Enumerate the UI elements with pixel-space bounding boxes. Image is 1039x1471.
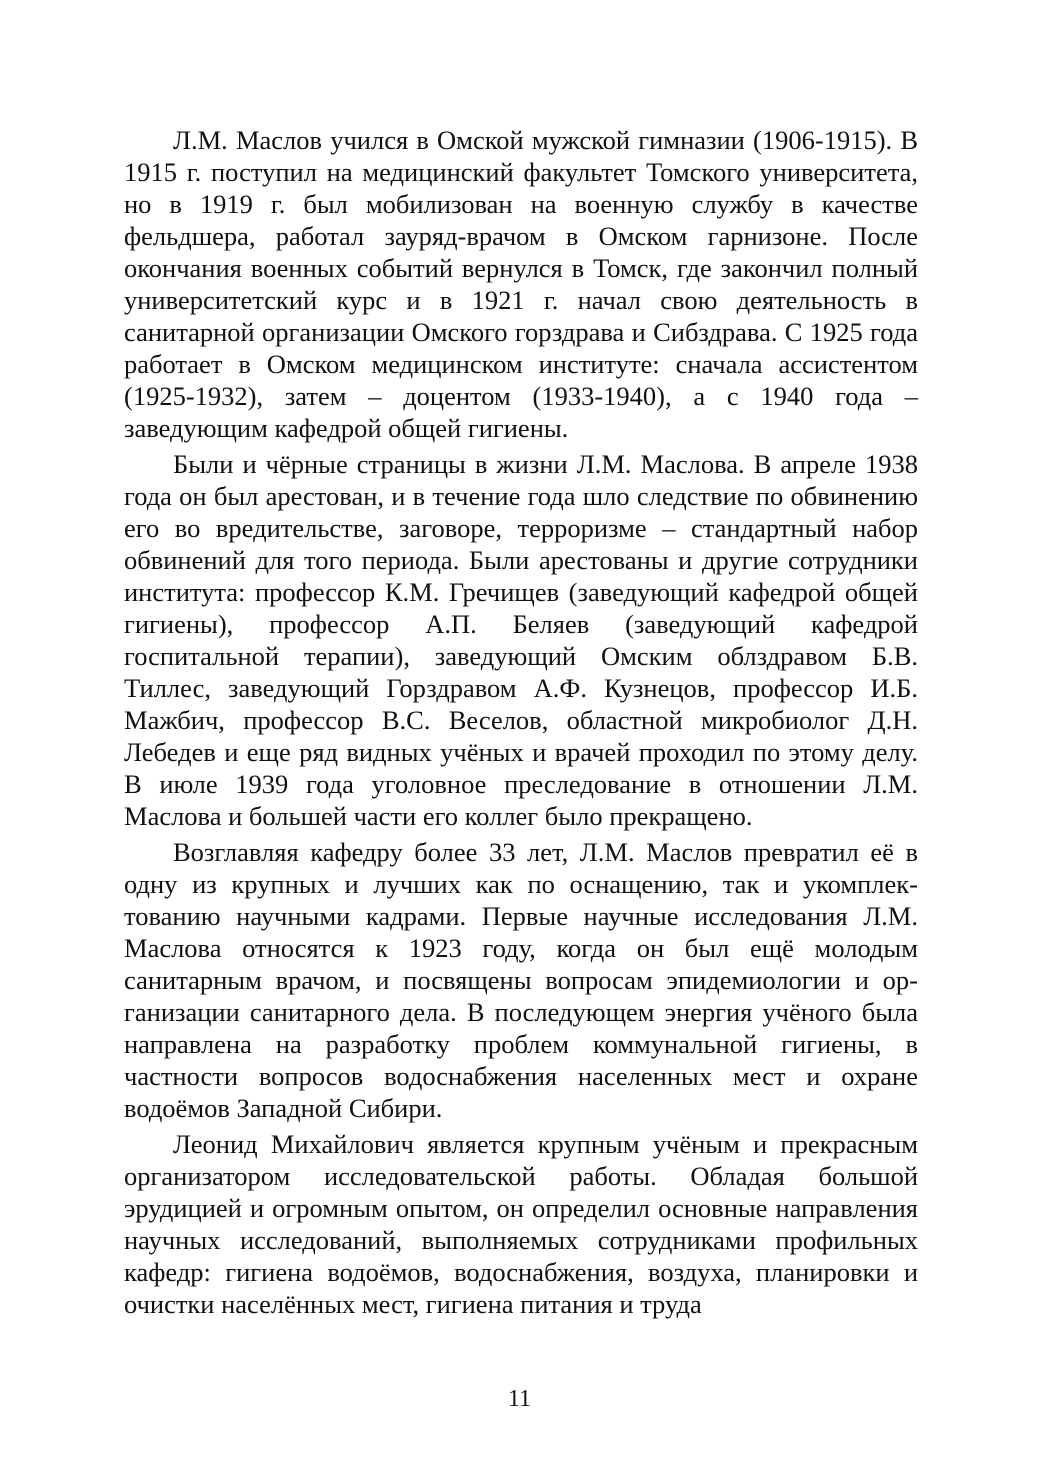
paragraph-4: Леонид Михайлович является крупным учёным и прекрасным организатором исследовательской работы. Обладая большой эрудицией и огромным опытом, он определил основные направления научных исследований, выполняемых сотрудниками профильных кафедр: гигиена водоёмов, водоснабжения, воздуха, планировки и очистки населённых мест, гигиена питания и труда <box>124 1129 918 1319</box>
paragraph-2: Были и чёрные страницы в жизни Л.М. Маслова. В апреле 1938 года он был арестован, и в течение года шло следствие по обвинению его во вредительстве, заговоре, терроризме – стандартный набор обвинений для того периода. Были арестованы и другие сотрудники института: профессор К.М. Гречищев (заведующий кафедрой общей гигиены), профессор А.П. Беляев (заведующий кафедрой госпитальной терапии), заведующий Омским облздравом Б.В. Тиллес, заведующий Горздравом А.Ф. Кузнецов, профессор И.Б. Мажбич, профессор В.С. Веселов, областной микробиолог Д.Н. Лебедев и еще ряд видных учёных и врачей проходил по этому делу. В июле 1939 года уголовное преследование в отношении Л.М. Маслова и большей части его коллег было прекращено. <box>124 449 918 831</box>
paragraph-3: Возглавляя кафедру более 33 лет, Л.М. Маслов превратил её в одну из крупных и лучших как по оснащению, так и укомплектованию научными кадрами. Первые научные исследования Л.М. Маслова относятся к 1923 году, когда он был ещё молодым санитарным врачом, и посвящены вопросам эпидемиологии и организации санитарного дела. В последующем энергия учёного была направлена на разработку проблем коммунальной гигиены, в частности вопросов водоснабжения населенных мест и охране водоёмов Западной Сибири. <box>124 837 918 1123</box>
page-body <box>124 124 918 1320</box>
paragraph-1: Л.М. Маслов учился в Омской мужской гимназии (1906-1915). В 1915 г. поступил на медицинский факультет Томского университета, но в 1919 г. был мобилизован на военную службу в качестве фельдшера, работал зауряд-врачом в Омском гарнизоне. После окончания военных событий вернулся в Томск, где закончил полный университетский курс и в 1921 г. начал свою деятельность в санитарной организации Омского горздрава и Сибздрава. С 1925 года работает в Омском медицинском институте: сначала ассистентом (1925-1932), затем – доцентом (1933-1940), а с 1940 года – заведующим кафедрой общей гигиены. <box>124 125 918 443</box>
page-number: 11 <box>507 1386 532 1412</box>
